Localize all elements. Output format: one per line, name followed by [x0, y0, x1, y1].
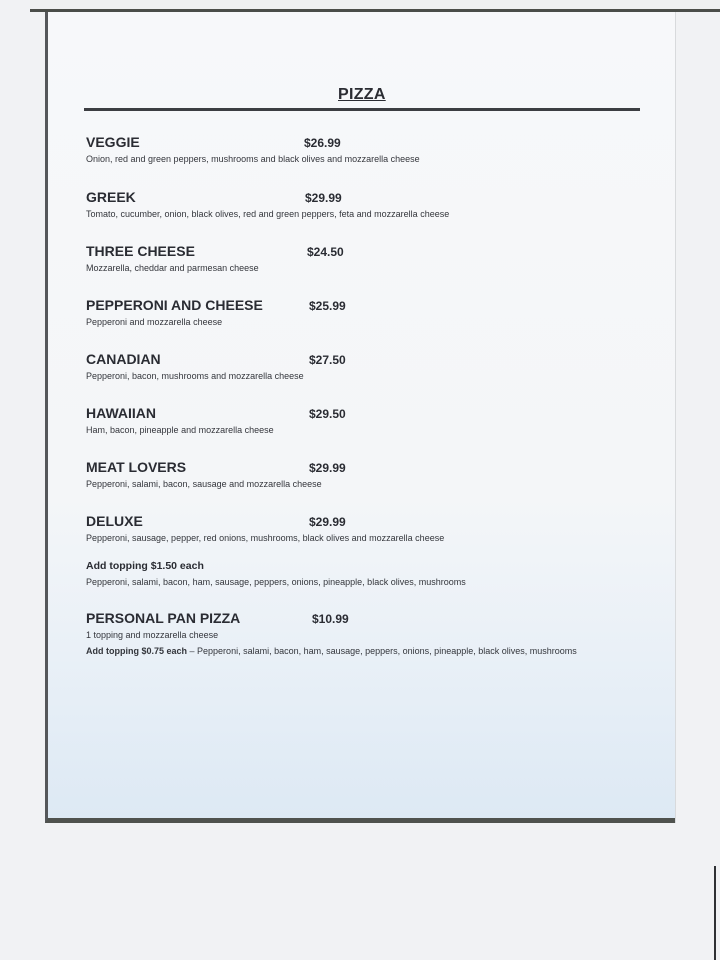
top-frame-edge	[30, 0, 720, 12]
item-price: $24.50	[307, 245, 344, 259]
item-price: $10.99	[312, 612, 349, 626]
item-description: Tomato, cucumber, onion, black olives, red and green peppers, feta and mozzarella cheese	[86, 209, 450, 219]
item-description: Pepperoni, sausage, pepper, red onions, mushrooms, black olives and mozzarella cheese	[86, 533, 445, 543]
item-name: DELUXE	[86, 513, 143, 529]
item-price: $27.50	[309, 353, 346, 367]
item-description: Onion, red and green peppers, mushrooms and black olives and mozzarella cheese	[86, 154, 420, 164]
item-description: Pepperoni, salami, bacon, sausage and mozzarella cheese	[86, 479, 322, 489]
add-topping-label: Add topping $1.50 each	[86, 560, 204, 572]
item-price: $25.99	[309, 299, 346, 313]
item-description: Mozzarella, cheddar and parmesan cheese	[86, 263, 259, 273]
title-divider	[84, 108, 640, 111]
page-title: PIZZA	[338, 86, 386, 103]
personal-pan-add-topping-list: – Pepperoni, salami, bacon, ham, sausage, peppers, onions, pineapple, black olives, mushrooms	[187, 646, 577, 656]
item-name: CANADIAN	[86, 351, 161, 367]
item-name: GREEK	[86, 189, 136, 205]
personal-pan-add-topping-label: Add topping $0.75 each	[86, 646, 188, 656]
item-price: $29.99	[305, 191, 342, 205]
menu-page	[45, 12, 675, 823]
item-name: PEPPERONI AND CHEESE	[86, 297, 263, 313]
item-name: THREE CHEESE	[86, 243, 195, 259]
item-name: HAWAIIAN	[86, 405, 156, 421]
item-price: $26.99	[304, 136, 341, 150]
item-description: Pepperoni and mozzarella cheese	[86, 317, 223, 327]
item-price: $29.99	[309, 461, 346, 475]
item-price: $29.50	[309, 407, 346, 421]
item-name: MEAT LOVERS	[86, 459, 187, 475]
item-price: $29.99	[309, 515, 346, 529]
item-description: Pepperoni, bacon, mushrooms and mozzarella cheese	[86, 371, 304, 381]
add-topping-list: Pepperoni, salami, bacon, ham, sausage, peppers, onions, pineapple, black olives, mushrooms	[86, 577, 466, 587]
item-description: Ham, bacon, pineapple and mozzarella cheese	[86, 425, 274, 435]
item-name: PERSONAL PAN PIZZA	[86, 610, 241, 626]
personal-pan-add-topping	[86, 646, 577, 656]
item-name: VEGGIE	[86, 134, 140, 150]
scan-edge-mark	[714, 866, 716, 960]
item-description: 1 topping and mozzarella cheese	[86, 630, 219, 640]
